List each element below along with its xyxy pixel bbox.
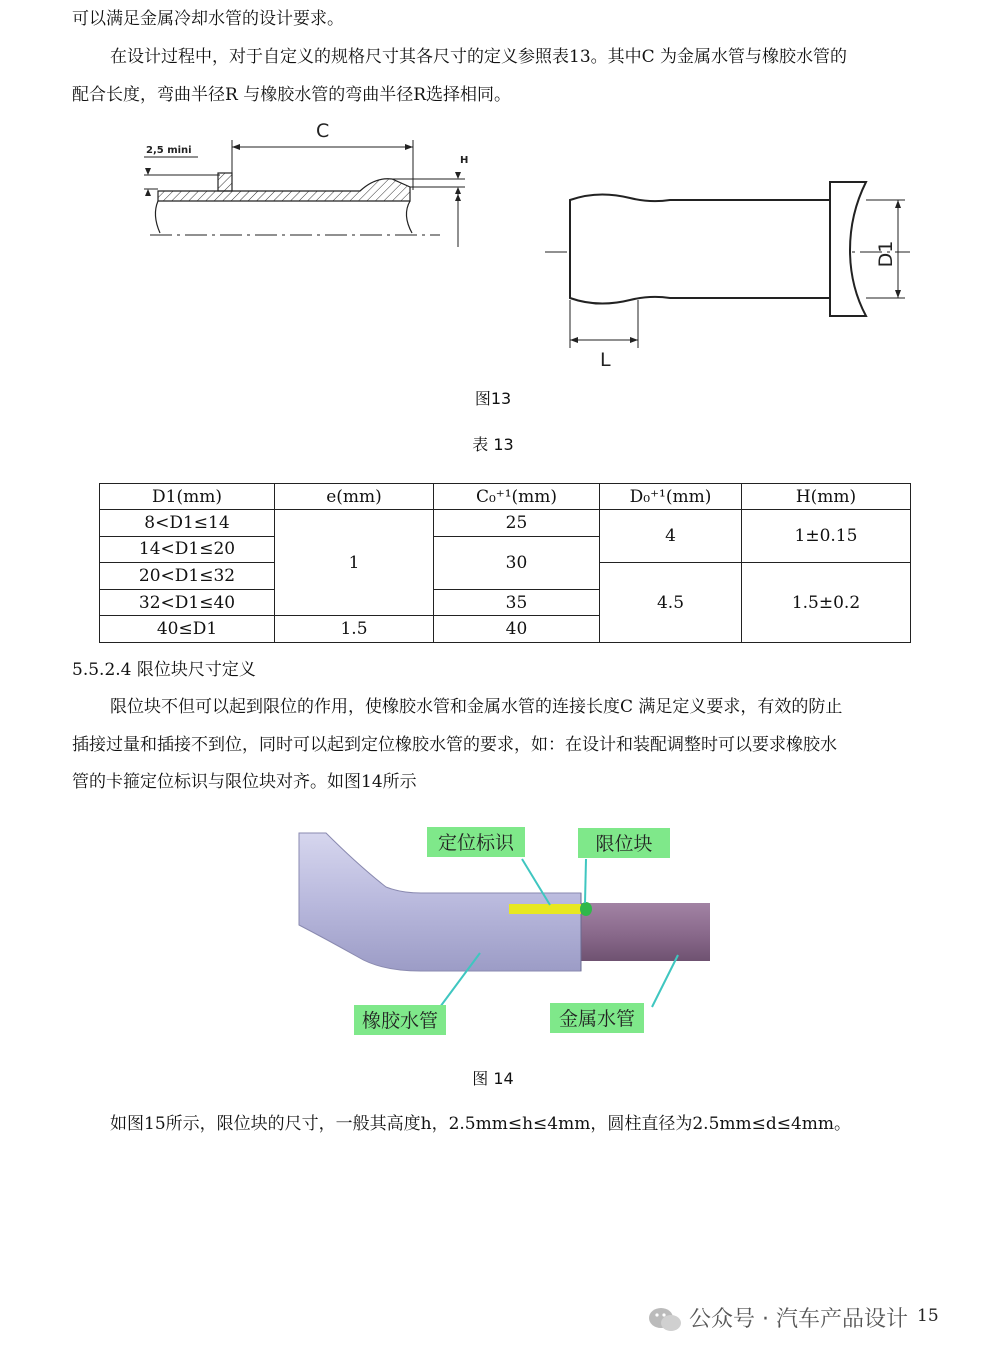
table-cell: 1.5: [275, 616, 434, 643]
table13: [99, 483, 911, 643]
label-c: C: [316, 120, 330, 142]
watermark-text: 公众号 · 汽车产品设计: [689, 1307, 908, 1332]
table-cell: 4: [600, 510, 742, 563]
paragraph-line: 管的卡箍定位标识与限位块对齐。如图14所示: [72, 772, 417, 792]
label-metal-pipe: 金属水管: [558, 1008, 636, 1030]
paragraph-line: 可以满足金属冷却水管的设计要求。: [72, 9, 344, 29]
figure13-hose-end: [540, 170, 920, 370]
table-header: H(mm): [742, 484, 911, 510]
table-cell: 32<D1≤40: [100, 589, 275, 616]
table13-caption: 表 13: [472, 435, 514, 454]
table-header: e(mm): [275, 484, 434, 510]
label-rubber-hose: 橡胶水管: [361, 1010, 439, 1032]
table-cell: 25: [434, 510, 600, 537]
table-cell: 4.5: [600, 563, 742, 643]
table-header: D₀⁺¹(mm): [600, 484, 742, 510]
watermark: [648, 1302, 908, 1334]
table-header-row: [100, 484, 911, 510]
table-cell: 20<D1≤32: [100, 563, 275, 590]
table-cell: 14<D1≤20: [100, 536, 275, 563]
table-header: D1(mm): [100, 484, 275, 510]
figure13-pipe-section: [130, 115, 480, 250]
table-cell: 30: [434, 536, 600, 589]
label-d1: D1: [875, 240, 897, 268]
wechat-icon: [648, 1306, 682, 1334]
table-cell: 1.5±0.2: [742, 563, 911, 643]
table-cell: 1: [275, 510, 434, 616]
page-number: 15: [917, 1306, 939, 1326]
table-header: C₀⁺¹(mm): [434, 484, 600, 510]
label-positioning-mark: 定位标识: [437, 832, 515, 854]
paragraph-line: 插接过量和插接不到位，同时可以起到定位橡胶水管的要求，如：在设计和装配调整时可以要求橡胶水: [72, 735, 837, 755]
table-cell: 1±0.15: [742, 510, 911, 563]
paragraph-line: 在设计过程中，对于自定义的规格尺寸其各尺寸的定义参照表13。其中C 为金属水管与橡胶水管的: [110, 47, 848, 67]
paragraph-line: 配合长度，弯曲半径R 与橡胶水管的弯曲半径R选择相同。: [72, 85, 512, 105]
paragraph-line: 限位块不但可以起到限位的作用，使橡胶水管和金属水管的连接长度C 满足定义要求，有效的防止: [110, 697, 843, 717]
table-cell: 35: [434, 589, 600, 616]
label-min: 2,5 mini: [146, 145, 192, 156]
table-cell: 40≤D1: [100, 616, 275, 643]
label-h: H: [460, 155, 469, 166]
table-cell: 8<D1≤14: [100, 510, 275, 537]
label-l: L: [600, 349, 611, 371]
section-heading: 5.5.2.4 限位块尺寸定义: [72, 660, 256, 680]
figure14-hose-render: [296, 825, 716, 1040]
figure14-caption: 图 14: [472, 1069, 514, 1088]
table-cell: 40: [434, 616, 600, 643]
figure13-caption: 图13: [474, 389, 512, 408]
label-stop-block: 限位块: [595, 833, 653, 855]
table-row: [100, 510, 911, 537]
paragraph-line: 如图15所示，限位块的尺寸，一般其高度h，2.5mm≤h≤4mm，圆柱直径为2.5mm≤d≤4mm。: [110, 1114, 852, 1134]
